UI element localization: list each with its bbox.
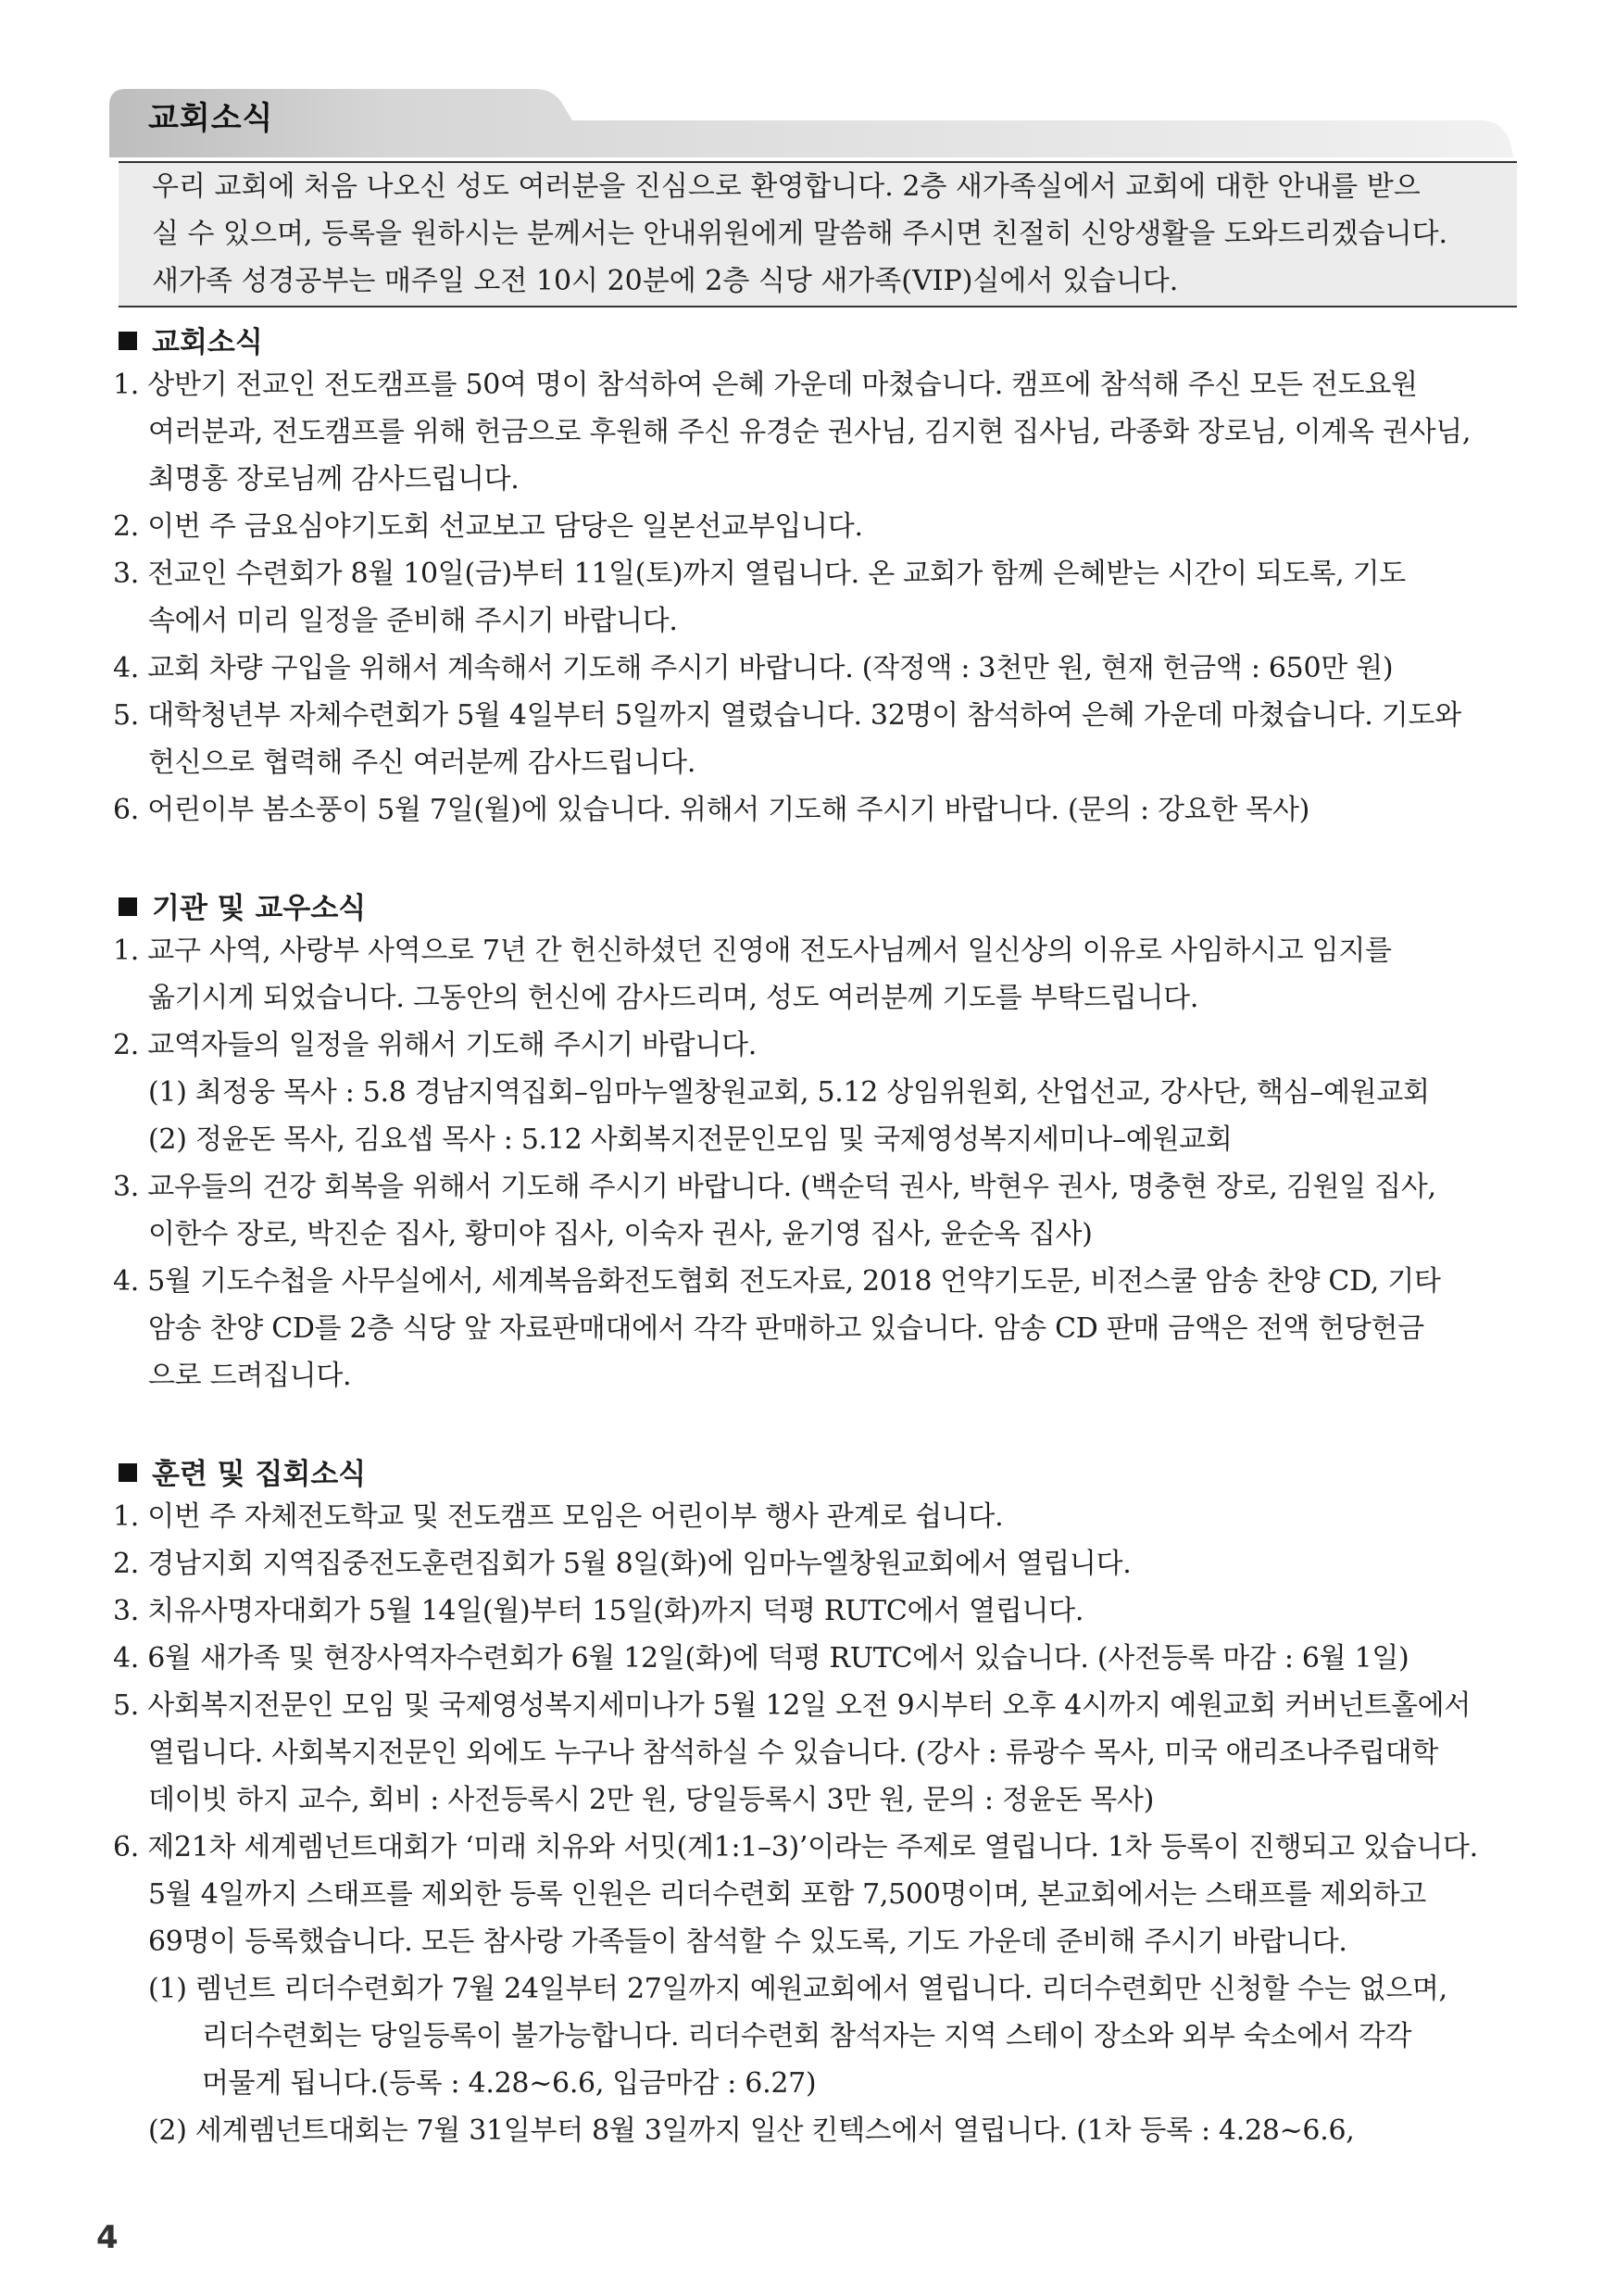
list-item: 3. 전교인 수련회가 8월 10일(금)부터 11일(토)까지 열립니다. 온 교회가 함께 은혜받는 시간이 되도록, 기도 (113, 558, 1406, 590)
sub-list-item-continuation: 머물게 됩니다.(등록 : 4.28~6.6, 입금마감 : 6.27) (202, 2067, 817, 2100)
list-item: 3. 치유사명자대회가 5월 14일(월)부터 15일(화)까지 덕평 RUTC에서 열립니다. (113, 1595, 1084, 1627)
welcome-line: 실 수 있으며, 등록을 원하시는 분께서는 안내위원에게 말씀해 주시면 친절히 신앙생활을 도와드리겠습니다. (152, 218, 1448, 250)
list-item-continuation: 열립니다. 사회복지전문인 외에도 누구나 참석하실 수 있습니다. (강사 : 류광수 목사, 미국 애리조나주립대학 (148, 1737, 1438, 1769)
header-tab-shape (109, 85, 1517, 157)
list-item: 6. 어린이부 봄소풍이 5월 7일(월)에 있습니다. 위해서 기도해 주시기 바랍니다. (문의 : 강요한 목사) (113, 794, 1310, 826)
square-bullet-icon (119, 1463, 137, 1482)
sub-list-item: (1) 렘넌트 리더수련회가 7월 24일부터 27일까지 예원교회에서 열립니다. 리더수련회만 신청할 수는 없으며, (148, 1973, 1447, 2005)
list-item: 4. 교회 차량 구입을 위해서 계속해서 기도해 주시기 바랍니다. (작정액 : 3천만 원, 현재 헌금액 : 650만 원) (113, 652, 1394, 684)
sub-list-item: (2) 정윤돈 목사, 김요셉 목사 : 5.12 사회복지전문인모임 및 국제영성복지세미나–예원교회 (148, 1123, 1233, 1156)
welcome-line: 우리 교회에 처음 나오신 성도 여러분을 진심으로 환영합니다. 2층 새가족실에서 교회에 대한 안내를 받으 (152, 170, 1421, 203)
list-item-continuation: 속에서 미리 일정을 준비해 주시기 바랍니다. (148, 605, 678, 637)
list-item-continuation: 데이빗 하지 교수, 회비 : 사전등록시 2만 원, 당일등록시 3만 원, 문의 : 정윤돈 목사) (148, 1784, 1155, 1816)
square-bullet-icon (119, 897, 137, 916)
welcome-line: 새가족 성경공부는 매주일 오전 10시 20분에 2층 식당 새가족(VIP)실에서 있습니다. (152, 265, 1179, 297)
welcome-box (119, 161, 1517, 307)
list-item: 2. 이번 주 금요심야기도회 선교보고 담당은 일본선교부입니다. (113, 510, 863, 543)
list-item: 4. 5월 기도수첩을 사무실에서, 세계복음화전도협회 전도자료, 2018 언약기도문, 비전스쿨 암송 찬양 CD, 기타 (113, 1265, 1441, 1298)
page-number: 4 (96, 2219, 119, 2256)
list-item-continuation: 69명이 등록했습니다. 모든 참사랑 가족들이 참석할 수 있도록, 기도 가운데 준비해 주시기 바랍니다. (148, 1926, 1347, 1958)
square-bullet-icon (119, 332, 137, 350)
list-item: 2. 교역자들의 일정을 위해서 기도해 주시기 바랍니다. (113, 1029, 757, 1061)
list-item: 1. 상반기 전교인 전도캠프를 50여 명이 참석하여 은혜 가운데 마쳤습니다. 캠프에 참석해 주신 모든 전도요원 (113, 369, 1418, 401)
page-title: 교회소식 (148, 100, 274, 137)
list-item-continuation: 헌신으로 협력해 주신 여러분께 감사드립니다. (148, 747, 696, 779)
list-item-continuation: 이한수 장로, 박진순 집사, 황미야 집사, 이숙자 권사, 윤기영 집사, 윤순옥 집사) (148, 1218, 1093, 1250)
list-item: 4. 6월 새가족 및 현장사역자수련회가 6월 12일(화)에 덕평 RUTC에서 있습니다. (사전등록 마감 : 6월 1일) (113, 1642, 1409, 1675)
list-item-continuation: 여러분과, 전도캠프를 위해 헌금으로 후원해 주신 유경순 권사님, 김지현 집사님, 라종화 장로님, 이계옥 권사님, (148, 416, 1472, 448)
section-heading-label: 교회소식 (152, 326, 263, 359)
section-heading-member-news (119, 885, 366, 926)
list-item: 1. 교구 사역, 사랑부 사역으로 7년 간 헌신하셨던 진영애 전도사님께서 일신상의 이유로 사임하시고 임지를 (113, 935, 1392, 967)
list-item: 5. 대학청년부 자체수련회가 5월 4일부터 5일까지 열렸습니다. 32명이 참석하여 은혜 가운데 마쳤습니다. 기도와 (113, 699, 1461, 732)
section-heading-training-news (119, 1450, 366, 1492)
list-item-continuation: 최명홍 장로님께 감사드립니다. (148, 463, 520, 496)
list-item: 6. 제21차 세계렘넌트대회가 ‘미래 치유와 서밋(계1:1–3)’이라는 주제로 열립니다. 1차 등록이 진행되고 있습니다. (113, 1831, 1478, 1863)
sub-list-item: (2) 세계렘넌트대회는 7월 31일부터 8월 3일까지 일산 킨텍스에서 열립니다. (1차 등록 : 4.28~6.6, (148, 2114, 1355, 2147)
list-item-continuation: 암송 찬양 CD를 2층 식당 앞 자료판매대에서 각각 판매하고 있습니다. 암송 CD 판매 금액은 전액 헌당헌금 (148, 1312, 1424, 1345)
list-item-continuation: 옮기시게 되었습니다. 그동안의 헌신에 감사드리며, 성도 여러분께 기도를 부탁드립니다. (148, 982, 1199, 1014)
list-item: 5. 사회복지전문인 모임 및 국제영성복지세미나가 5월 12일 오전 9시부터 오후 4시까지 예원교회 커버넌트홀에서 (113, 1689, 1472, 1722)
sub-list-item-continuation: 리더수련회는 당일등록이 불가능합니다. 리더수련회 참석자는 지역 스테이 장소와 외부 숙소에서 각각 (202, 2020, 1412, 2052)
list-item-continuation: 5월 4일까지 스태프를 제외한 등록 인원은 리더수련회 포함 7,500명이며, 본교회에서는 스태프를 제외하고 (148, 1878, 1426, 1911)
list-item-continuation: 으로 드려집니다. (148, 1360, 352, 1392)
section-heading-church-news (119, 319, 263, 360)
list-item: 1. 이번 주 자체전도학교 및 전도캠프 모임은 어린이부 행사 관계로 쉽니다. (113, 1500, 1004, 1533)
list-item: 3. 교우들의 건강 회복을 위해서 기도해 주시기 바랍니다. (백순덕 권사, 박현우 권사, 명충현 장로, 김원일 집사, (113, 1171, 1436, 1203)
header-tab (109, 85, 1517, 157)
section-heading-label: 기관 및 교우소식 (152, 892, 367, 925)
list-item: 2. 경남지회 지역집중전도훈련집회가 5월 8일(화)에 임마누엘창원교회에서 열립니다. (113, 1548, 1132, 1580)
sub-list-item: (1) 최정웅 목사 : 5.8 경남지역집회–임마누엘창원교회, 5.12 상임위원회, 산업선교, 강사단, 핵심–예원교회 (148, 1076, 1430, 1109)
section-heading-label: 훈련 및 집회소식 (152, 1458, 367, 1491)
